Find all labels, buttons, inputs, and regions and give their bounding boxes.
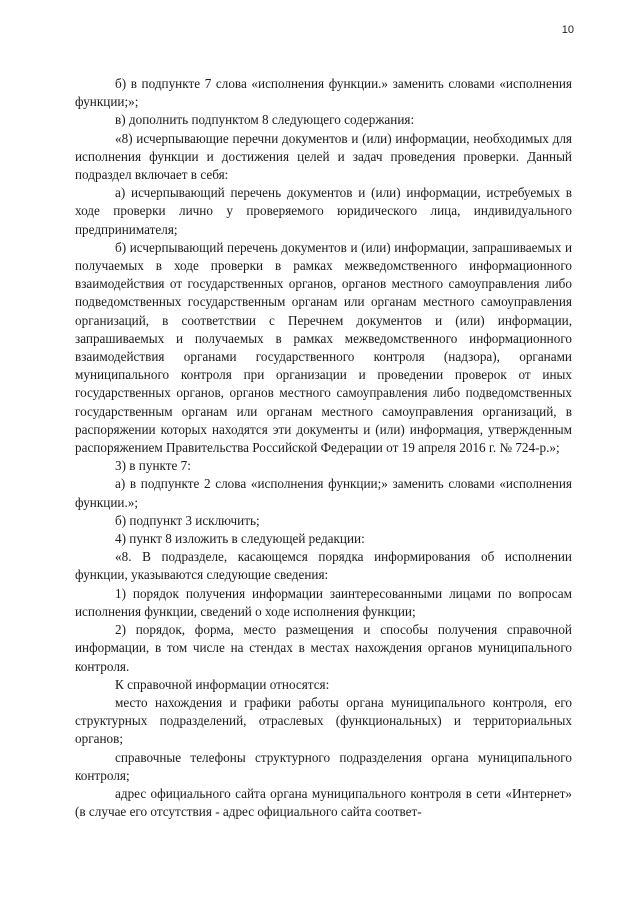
paragraph: б) исчерпывающий перечень документов и (или) информации, запрашиваемых и получаемых в ходе проверки в рамках межведомственного информационного взаимодействия от государственных органов, органов местного самоуправления либо подведомственных государственным органам или органам местного самоуправления организаций, в соответствии с Перечнем документов и (или) информации, запрашиваемых и получаемых в рамках межведомственного информационного взаимодействия органами государственного контроля (надзора), органами муниципального контроля при организации и проведении проверок от иных государственных органов, органов местного самоуправления либо подведомственных государственным органам или органам местного самоуправления организаций, в распоряжении которых находятся эти документы и (или) информация, утвержденным распоряжением Правительства Российской Федерации от 19 апреля 2016 г. № 724-р.»; xyxy=(75,239,572,456)
paragraph: К справочной информации относятся: xyxy=(115,676,330,692)
page-number: 10 xyxy=(561,24,574,36)
document-body xyxy=(75,75,572,821)
paragraph: «8) исчерпывающие перечни документов и (или) информации, необходимых для исполнения функции и достижения целей и задач проведения проверки. Данный подраздел включает в себя: xyxy=(75,130,572,183)
paragraph: 2) порядок, форма, место размещения и способы получения справочной информации, в том числе на стендах в местах нахождения органов муниципального контроля. xyxy=(75,622,572,674)
paragraph: «8. В подразделе, касающемся порядка информирования об исполнении функции, указываются следующие сведения: xyxy=(75,549,572,583)
paragraph: б) подпункт 3 исключить; xyxy=(115,512,260,528)
paragraph: в) дополнить подпунктом 8 следующего содержания: xyxy=(115,112,415,128)
paragraph: адрес официального сайта органа муниципального контроля в сети «Интернет» (в случае его отсутствия - адрес официального сайта соответ- xyxy=(75,785,572,820)
paragraph: место нахождения и графики работы органа муниципального контроля, его структурных подразделений, отраслевых (функциональных) и территориальных органов; xyxy=(75,694,572,747)
paragraph: а) исчерпывающий перечень документов и (или) информации, истребуемых в ходе проверки лично у проверяемого юридического лица, индивидуального предпринимателя; xyxy=(75,185,572,237)
paragraph: 3) в пункте 7: xyxy=(115,458,191,474)
paragraph: справочные телефоны структурного подразделения органа муниципального контроля; xyxy=(75,749,572,783)
paragraph: 4) пункт 8 изложить в следующей редакции: xyxy=(115,531,365,547)
paragraph: б) в подпункте 7 слова «исполнения функции.» заменить словами «исполнения функции;»; xyxy=(75,76,572,110)
paragraph: 1) порядок получения информации заинтересованными лицами по вопросам исполнения функции, сведений о ходе исполнения функции; xyxy=(75,585,572,619)
paragraph: а) в подпункте 2 слова «исполнения функции;» заменить словами «исполнения функции.»; xyxy=(75,476,572,510)
